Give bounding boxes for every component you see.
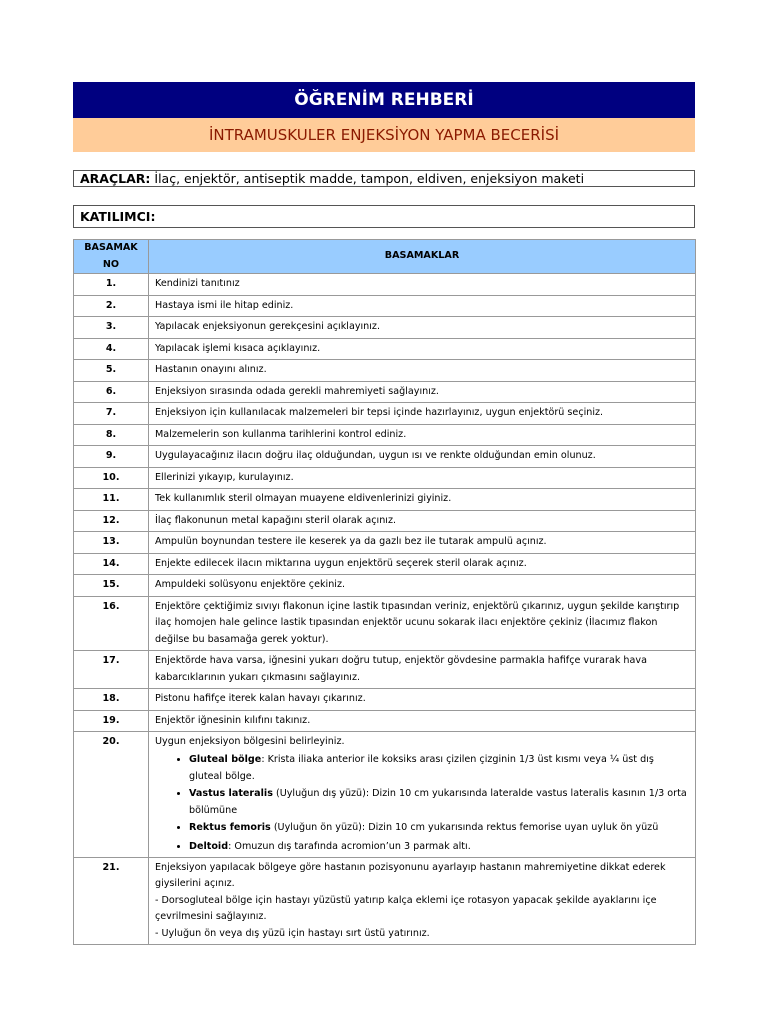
step-text: Enjektörde hava varsa, iğnesini yukarı doğru tutup, enjektör gövdesine parmakla hafifçe vurarak hava kabarcıklarının yukarı çıkmasını sağlayınız.	[149, 651, 696, 689]
table-row	[74, 710, 696, 732]
step-number: 7.	[74, 403, 149, 425]
step-text: Enjektöre çektiğimiz sıvıyı flakonun içine lastik tıpasından veriniz, enjektörü çıkarınız, uygun şekilde karıştırıp ilaç homojen hale gelince lastik tıpasından enjektör ucunu sokarak ilacı enjektöre çekiniz (İlacımız flakon değilse bu basamağa gerek yoktur).	[149, 596, 696, 651]
site-name: Deltoid	[189, 840, 229, 852]
step-number: 9.	[74, 446, 149, 468]
step-text: Enjeksiyon için kullanılacak malzemeleri bir tepsi içinde hazırlayınız, uygun enjektörü seçiniz.	[149, 403, 696, 425]
step-intro: Uygun enjeksiyon bölgesini belirleyiniz.	[155, 736, 345, 747]
table-row	[74, 857, 696, 945]
step-number: 12.	[74, 510, 149, 532]
site-name: Gluteal bölge	[189, 753, 262, 765]
step-text	[149, 732, 696, 858]
table-row	[74, 274, 696, 296]
step-number: 17.	[74, 651, 149, 689]
step-text: Ellerinizi yıkayıp, kurulayınız.	[149, 467, 696, 489]
table-row	[74, 732, 696, 858]
step-text: Ampulün boynundan testere ile keserek ya da gazlı bez ile tutarak ampulü açınız.	[149, 532, 696, 554]
steps-body	[74, 274, 696, 732]
step-text: İlaç flakonunun metal kapağını steril olarak açınız.	[149, 510, 696, 532]
site-description: (Uyluğun ön yüzü): Dizin 10 cm yukarısında rektus femorise uyan uyluk ön yüzü	[273, 821, 659, 833]
table-row	[74, 403, 696, 425]
page-title: ÖĞRENİM REHBERİ	[73, 82, 695, 118]
site-separator: :	[228, 840, 235, 852]
step-text: Tek kullanımlık steril olmayan muayene eldivenlerinizi giyiniz.	[149, 489, 696, 511]
table-row	[74, 510, 696, 532]
step-text: Ampuldeki solüsyonu enjektöre çekiniz.	[149, 575, 696, 597]
steps-table	[73, 239, 696, 945]
table-row	[74, 651, 696, 689]
site-description: Krista iliaka anterior ile koksiks arası çizilen çizginin 1/3 üst kısmı veya ¼ üst dış gluteal bölge.	[189, 753, 654, 782]
step-text: Malzemelerin son kullanma tarihlerini kontrol ediniz.	[149, 424, 696, 446]
step-text: Yapılacak işlemi kısaca açıklayınız.	[149, 338, 696, 360]
table-row	[74, 381, 696, 403]
step-text: Yapılacak enjeksiyonun gerekçesini açıklayınız.	[149, 317, 696, 339]
site-name: Vastus lateralis	[189, 787, 273, 799]
col-header-steps: BASAMAKLAR	[149, 240, 696, 274]
table-row	[74, 596, 696, 651]
step-text: Pistonu hafifçe iterek kalan havayı çıkarınız.	[149, 689, 696, 711]
step-text: Enjekte edilecek ilacın miktarına uygun enjektörü seçerek steril olarak açınız.	[149, 553, 696, 575]
step-number: 16.	[74, 596, 149, 651]
step-line: Enjeksiyon yapılacak bölgeye göre hastanın pozisyonunu ayarlayıp hastanın mahremiyetine dikkat ederek giysilerini açınız.	[155, 861, 666, 889]
step-text: Enjeksiyon sırasında odada gerekli mahremiyeti sağlayınız.	[149, 381, 696, 403]
step-number: 8.	[74, 424, 149, 446]
step-number: 1.	[74, 274, 149, 296]
site-separator: :	[261, 753, 268, 765]
table-row	[74, 424, 696, 446]
step-number: 6.	[74, 381, 149, 403]
step-number: 20.	[74, 732, 149, 858]
table-header-row	[74, 240, 696, 274]
injection-sites-list	[155, 751, 689, 855]
page-subtitle: İNTRAMUSKULER ENJEKSİYON YAPMA BECERİSİ	[73, 118, 695, 152]
step-number: 5.	[74, 360, 149, 382]
site-description: (Uyluğun dış yüzü): Dizin 10 cm yukarısında lateralde vastus lateralis kasının 1/3 orta bölümüne	[189, 787, 687, 816]
participant-box	[73, 205, 695, 228]
col-header-no: BASAMAK NO	[74, 240, 149, 274]
participant-label: KATILIMCI:	[80, 209, 156, 224]
step-text	[149, 857, 696, 945]
table-row	[74, 360, 696, 382]
step-number: 13.	[74, 532, 149, 554]
step-number: 3.	[74, 317, 149, 339]
step-text: Uygulayacağınız ilacın doğru ilaç olduğundan, uygun ısı ve renkte olduğundan emin olunuz.	[149, 446, 696, 468]
table-row	[74, 317, 696, 339]
step-number: 15.	[74, 575, 149, 597]
steps-body-extra	[74, 732, 696, 945]
site-description: Omuzun dış tarafında acromion’un 3 parmak altı.	[234, 840, 471, 852]
list-item	[189, 838, 689, 855]
step-number: 11.	[74, 489, 149, 511]
tools-box	[73, 170, 695, 187]
step-line: - Uyluğun ön veya dış yüzü için hastayı sırt üstü yatırınız.	[155, 927, 430, 939]
site-name: Rektus femoris	[189, 821, 271, 833]
step-text: Hastaya ismi ile hitap ediniz.	[149, 295, 696, 317]
step-number: 21.	[74, 857, 149, 945]
table-row	[74, 689, 696, 711]
step-number: 4.	[74, 338, 149, 360]
list-item	[189, 785, 689, 819]
step-number: 10.	[74, 467, 149, 489]
step-number: 14.	[74, 553, 149, 575]
table-row	[74, 489, 696, 511]
list-item	[189, 819, 689, 836]
step-number: 19.	[74, 710, 149, 732]
table-row	[74, 467, 696, 489]
step-text: Enjektör iğnesinin kılıfını takınız.	[149, 710, 696, 732]
step-number: 18.	[74, 689, 149, 711]
table-row	[74, 295, 696, 317]
step-number: 2.	[74, 295, 149, 317]
tools-value: İlaç, enjektör, antiseptik madde, tampon, eldiven, enjeksiyon maketi	[150, 171, 585, 186]
table-row	[74, 338, 696, 360]
step-text: Kendinizi tanıtınız	[149, 274, 696, 296]
list-item	[189, 751, 689, 785]
table-row	[74, 575, 696, 597]
table-row	[74, 446, 696, 468]
table-row	[74, 553, 696, 575]
step-line: - Dorsogluteal bölge için hastayı yüzüstü yatırıp kalça eklemi içe rotasyon yapacak şekilde ayaklarını içe çevrilmesini sağlayınız.	[155, 894, 657, 922]
step-text: Hastanın onayını alınız.	[149, 360, 696, 382]
tools-label: ARAÇLAR:	[80, 171, 151, 186]
table-row	[74, 532, 696, 554]
